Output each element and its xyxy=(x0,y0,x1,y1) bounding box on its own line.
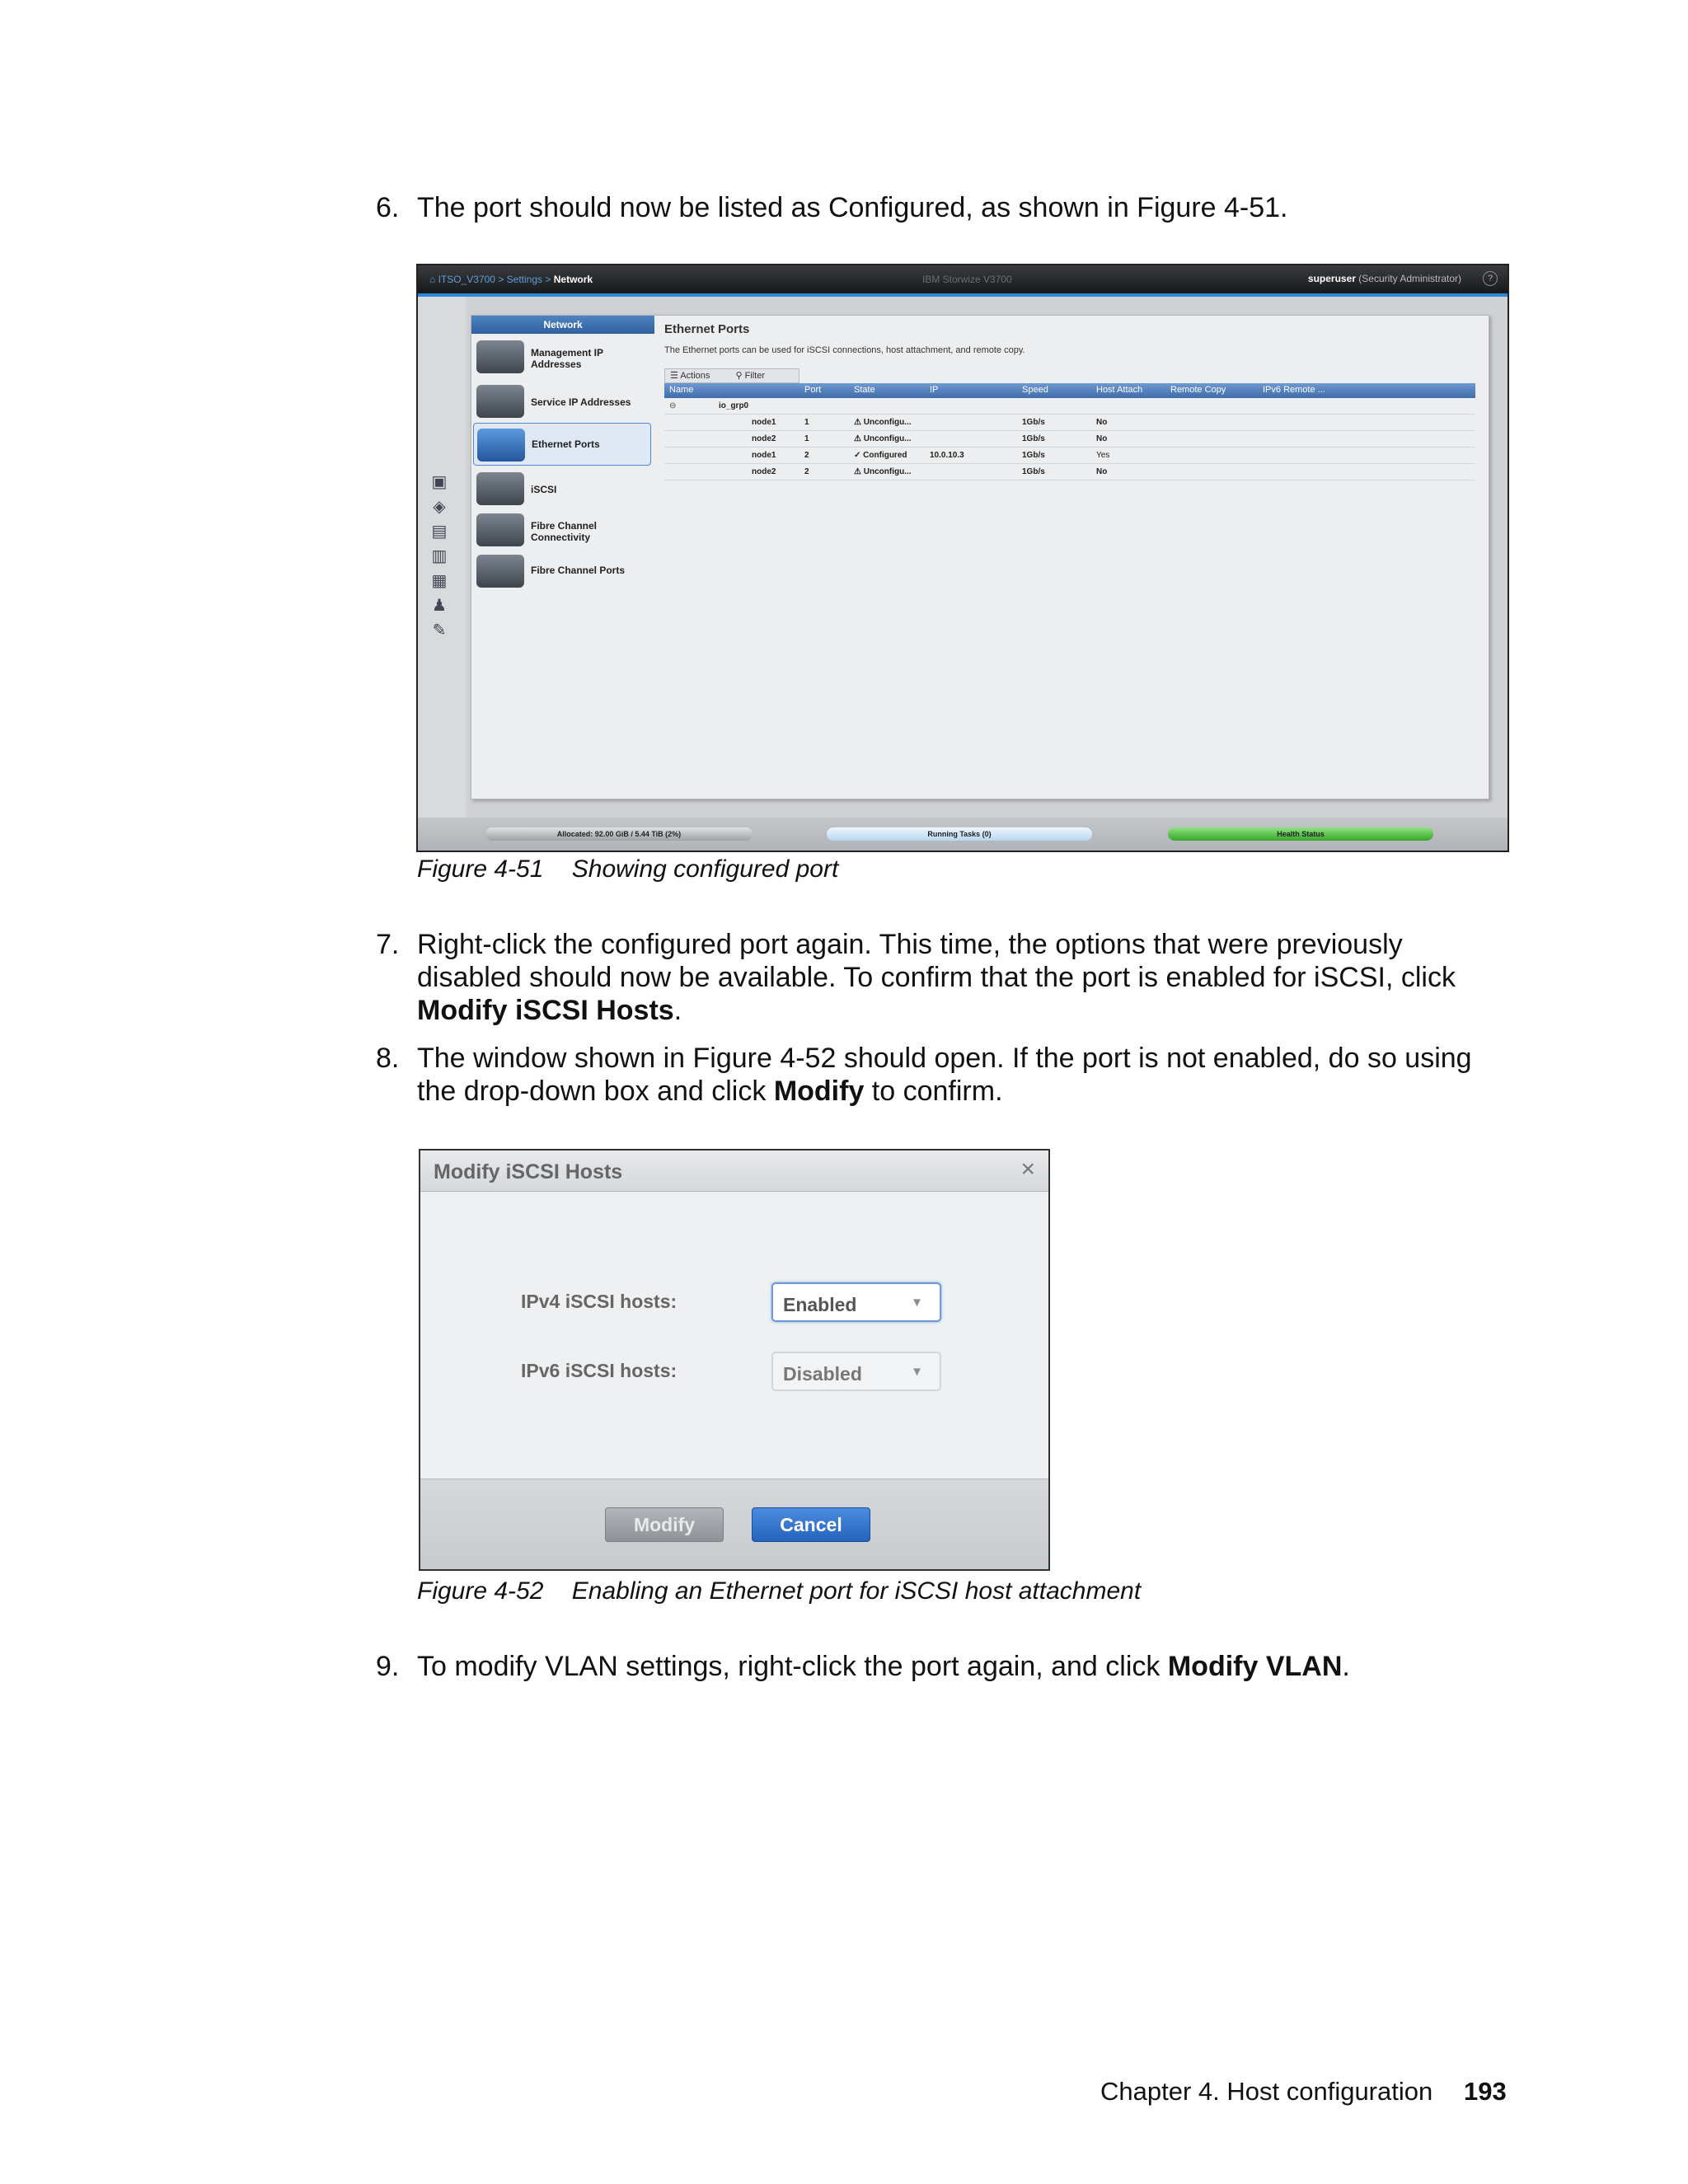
col-ipv6-remote[interactable]: IPv6 Remote ... xyxy=(1263,385,1325,395)
cell-name: node1 xyxy=(752,418,776,427)
breadcrumb xyxy=(429,274,593,285)
iscsi-icon xyxy=(476,472,524,505)
check-icon: ✓ xyxy=(854,451,861,460)
cell-host-attach: Yes xyxy=(1096,451,1110,460)
dialog-footer xyxy=(420,1479,1048,1569)
figure-4-51-screenshot xyxy=(416,264,1509,852)
cell-port: 1 xyxy=(804,418,809,427)
nav-item-ethernet-ports[interactable] xyxy=(473,423,651,466)
step-text-part: The window shown in Figure 4-52 should open. If the port is not enabled, do so using the drop-down box and click xyxy=(417,1043,1472,1107)
col-speed[interactable]: Speed xyxy=(1022,385,1048,395)
warning-icon: ⚠ xyxy=(854,467,861,476)
network-panel xyxy=(471,315,1489,799)
state-text: Configured xyxy=(863,451,907,460)
management-ip-icon xyxy=(476,340,524,373)
table-row[interactable] xyxy=(664,415,1475,431)
table-row[interactable] xyxy=(664,464,1475,480)
volumes-icon[interactable]: ▤ xyxy=(431,523,448,541)
cell-port: 2 xyxy=(804,451,809,460)
settings-icon[interactable]: ✎ xyxy=(432,621,447,640)
step-text-part: . xyxy=(673,995,682,1026)
ethernet-ports-content xyxy=(664,316,1480,799)
ipv4-select[interactable] xyxy=(771,1282,941,1322)
product-name: IBM Storwize V3700 xyxy=(922,274,1012,285)
network-nav xyxy=(471,316,654,799)
caption-text: Showing configured port xyxy=(571,855,839,883)
cell-name: node2 xyxy=(752,467,776,476)
access-icon[interactable]: ♟ xyxy=(432,597,447,615)
cell-name: node2 xyxy=(752,434,776,443)
footer-chapter: Chapter 4. Host configuration xyxy=(1100,2077,1433,2106)
health-status[interactable]: Health Status xyxy=(1168,827,1433,841)
caption-label: Figure 4-52 xyxy=(417,1577,544,1605)
breadcrumb-current: Network xyxy=(553,274,593,285)
nav-item-iscsi[interactable] xyxy=(473,467,651,510)
nav-label: Fibre Channel Connectivity xyxy=(531,520,598,543)
step-text-part: Right-click the configured port again. This time, the options that were previously disabled should now be available. To confirm that the port is enabled for iSCSI, click xyxy=(417,929,1456,993)
monitoring-icon[interactable]: ▣ xyxy=(431,473,448,491)
cell-state xyxy=(854,418,912,427)
nav-label: Ethernet Ports xyxy=(532,438,600,450)
page-number: 193 xyxy=(1464,2077,1507,2106)
capacity-status[interactable]: Allocated: 92.00 GiB / 5.44 TiB (2%) xyxy=(485,827,753,841)
fibre-channel-icon xyxy=(476,513,524,546)
breadcrumb-system[interactable]: ITSO_V3700 xyxy=(438,274,495,285)
table-header xyxy=(664,383,1475,398)
step-text-part: to confirm. xyxy=(864,1076,1003,1107)
user-role: (Security Administrator) xyxy=(1358,273,1461,284)
step-text xyxy=(417,928,1513,1027)
cell-speed: 1Gb/s xyxy=(1022,451,1045,460)
nav-item-fc-ports[interactable] xyxy=(473,550,651,593)
nav-item-management-ip[interactable] xyxy=(473,335,651,378)
ipv4-label: IPv4 iSCSI hosts: xyxy=(521,1291,678,1312)
nav-header: Network xyxy=(471,316,654,334)
ipv6-select[interactable] xyxy=(771,1352,941,1391)
dialog-title: Modify iSCSI Hosts xyxy=(434,1160,623,1183)
modify-button[interactable]: Modify xyxy=(605,1507,724,1542)
close-icon[interactable]: × xyxy=(1020,1155,1035,1183)
col-state[interactable]: State xyxy=(854,385,875,395)
cancel-button[interactable]: Cancel xyxy=(752,1507,870,1542)
chevron-down-icon: ▼ xyxy=(911,1365,923,1379)
figure-4-52-dialog xyxy=(419,1149,1050,1571)
cell-speed: 1Gb/s xyxy=(1022,434,1045,443)
ui-term: Modify xyxy=(773,1076,865,1107)
warning-icon: ⚠ xyxy=(854,418,861,427)
nav-label: Management IP Addresses xyxy=(531,347,603,370)
status-bar xyxy=(418,818,1507,851)
cell-host-attach: No xyxy=(1096,467,1108,476)
nav-label: iSCSI xyxy=(531,484,557,495)
actions-button[interactable]: ☰ Actions xyxy=(670,371,710,381)
table-row[interactable] xyxy=(664,431,1475,448)
step-text: The port should now be listed as Configured, as shown in Figure 4-51. xyxy=(417,192,1288,223)
breadcrumb-separator: > xyxy=(498,274,504,285)
accent-line xyxy=(418,293,1507,297)
hosts-icon[interactable]: ▥ xyxy=(431,547,448,565)
step-text-part: To modify VLAN settings, right-click the port again, and click xyxy=(417,1651,1168,1682)
breadcrumb-separator: > xyxy=(545,274,551,285)
step-number: 8. xyxy=(376,1043,400,1074)
cell-name: node1 xyxy=(752,451,776,460)
state-text: Unconfigu... xyxy=(863,467,912,476)
cell-host-attach: No xyxy=(1096,434,1108,443)
filter-label: Filter xyxy=(744,371,766,381)
content-title: Ethernet Ports xyxy=(664,322,750,336)
col-port[interactable]: Port xyxy=(804,385,822,395)
table-row[interactable] xyxy=(664,448,1475,464)
help-icon[interactable]: ? xyxy=(1483,271,1498,286)
collapse-icon[interactable]: ⊖ xyxy=(669,401,677,410)
col-ip[interactable]: IP xyxy=(930,385,939,395)
cell-speed: 1Gb/s xyxy=(1022,418,1045,427)
filter-button[interactable]: ⚲ Filter xyxy=(735,371,766,381)
cell-state xyxy=(854,451,907,460)
home-icon[interactable]: ⌂ xyxy=(429,274,436,285)
caption-label: Figure 4-51 xyxy=(417,855,544,883)
col-name[interactable]: Name xyxy=(669,385,694,395)
cell-port: 1 xyxy=(804,434,809,443)
state-text: Unconfigu... xyxy=(863,434,912,443)
figure-4-52-caption xyxy=(417,1577,1141,1605)
step-number: 9. xyxy=(376,1651,400,1682)
step-text-part: . xyxy=(1342,1651,1350,1682)
nav-item-service-ip[interactable] xyxy=(473,380,651,423)
step-text xyxy=(417,1042,1513,1108)
ui-term: Modify iSCSI Hosts xyxy=(417,995,674,1026)
top-bar xyxy=(418,265,1507,293)
group-name: io_grp0 xyxy=(719,401,749,410)
cell-state xyxy=(854,434,912,443)
warning-icon: ⚠ xyxy=(854,434,861,443)
copy-services-icon[interactable]: ▦ xyxy=(431,572,448,590)
breadcrumb-settings[interactable]: Settings xyxy=(506,274,543,285)
group-row[interactable] xyxy=(664,398,1475,415)
running-tasks-status[interactable]: Running Tasks (0) xyxy=(827,827,1092,841)
function-icon-column xyxy=(418,297,466,824)
user-name: superuser xyxy=(1307,273,1356,284)
step-number: 6. xyxy=(376,192,400,223)
ui-term: Modify VLAN xyxy=(1167,1651,1343,1682)
chevron-down-icon: ▼ xyxy=(911,1296,923,1310)
nav-label: Service IP Addresses xyxy=(531,396,631,408)
table-toolbar xyxy=(664,368,799,383)
nav-label: Fibre Channel Ports xyxy=(531,565,626,576)
ipv4-value: Enabled xyxy=(783,1294,857,1315)
service-ip-icon xyxy=(476,385,524,418)
cell-port: 2 xyxy=(804,467,809,476)
content-description: The Ethernet ports can be used for iSCSI connections, host attachment, and remote copy. xyxy=(664,345,1025,355)
ipv6-label: IPv6 iSCSI hosts: xyxy=(521,1360,678,1381)
col-host-attach[interactable]: Host Attach xyxy=(1096,385,1143,395)
state-text: Unconfigu... xyxy=(863,418,912,427)
cell-host-attach: No xyxy=(1096,418,1108,427)
user-menu[interactable] xyxy=(1308,273,1461,284)
cell-ip: 10.0.10.3 xyxy=(930,451,964,460)
step-text xyxy=(417,1650,1513,1683)
caption-text: Enabling an Ethernet port for iSCSI host attachment xyxy=(571,1577,1142,1605)
nav-item-fc-connectivity[interactable] xyxy=(473,509,651,551)
cell-state xyxy=(854,467,912,476)
cell-speed: 1Gb/s xyxy=(1022,467,1045,476)
figure-4-51-caption xyxy=(417,855,838,883)
ipv6-value: Disabled xyxy=(783,1363,862,1385)
ethernet-cable-icon xyxy=(477,429,525,462)
dialog-header xyxy=(420,1151,1048,1192)
step-number: 7. xyxy=(376,929,400,960)
col-remote-copy[interactable]: Remote Copy xyxy=(1170,385,1226,395)
pools-icon[interactable]: ◈ xyxy=(433,498,446,516)
actions-label: Actions xyxy=(680,371,710,381)
fc-ports-icon xyxy=(476,555,524,588)
